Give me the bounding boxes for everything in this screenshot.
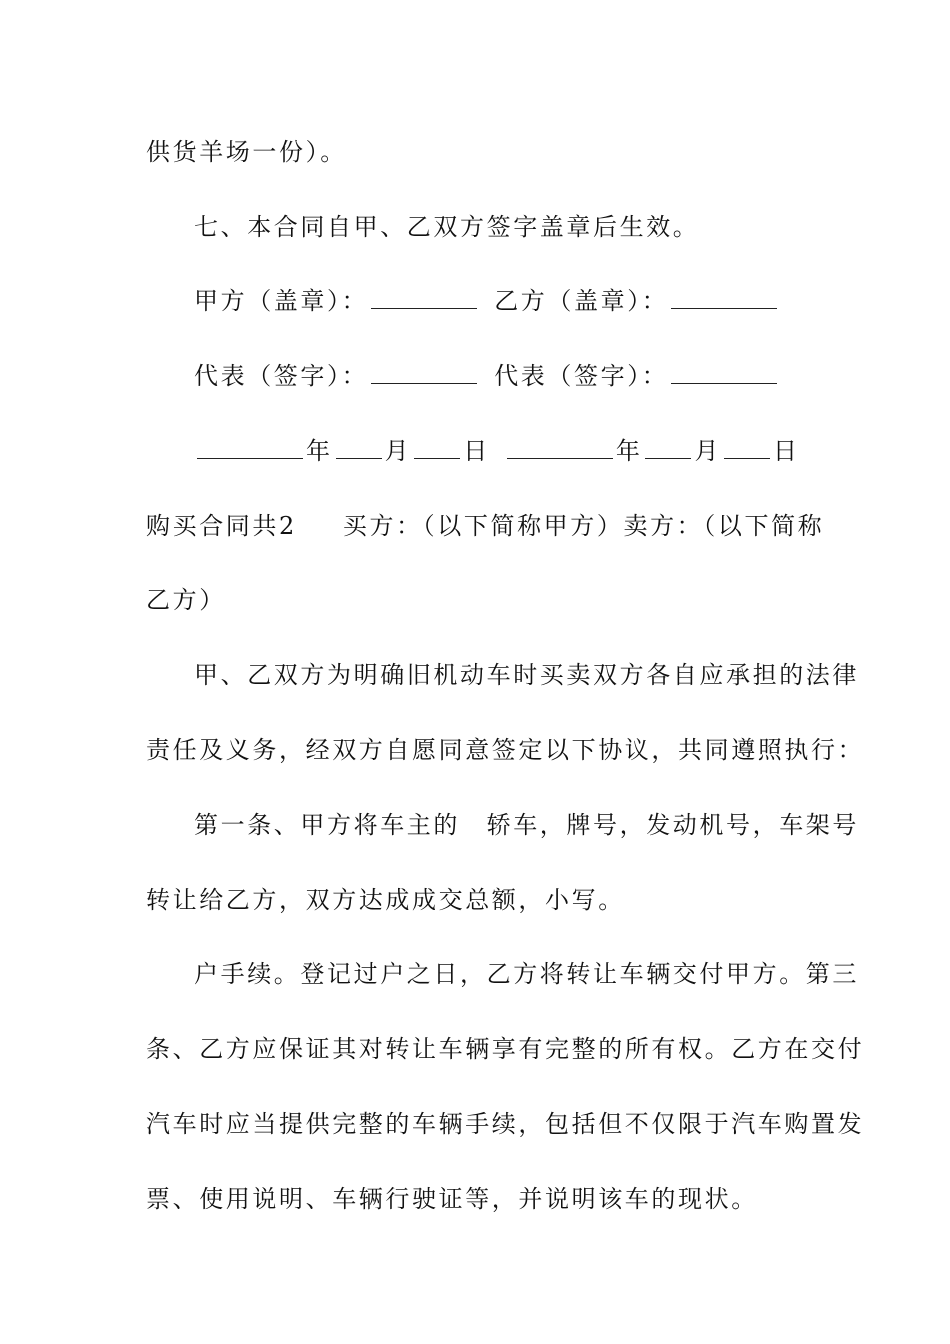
year-blank-b bbox=[507, 436, 613, 459]
day-label: 日 bbox=[773, 437, 800, 465]
paragraph-line: 户手续。登记过户之日，乙方将转让车辆交付甲方。第三 bbox=[194, 960, 859, 988]
party-a-seal-label: 甲方（盖章）： bbox=[194, 287, 369, 315]
rep-b-sign-label: 代表（签字）： bbox=[494, 362, 669, 390]
contract-heading: 购买合同共2 bbox=[146, 512, 297, 540]
month-label: 月 bbox=[384, 437, 412, 465]
year-blank-a bbox=[197, 436, 303, 459]
month-label: 月 bbox=[694, 437, 722, 465]
paragraph-line: 七、本合同自甲、乙双方签字盖章后生效。 bbox=[194, 213, 700, 241]
paragraph-line: 乙方） bbox=[146, 586, 226, 614]
day-blank-b bbox=[724, 436, 770, 459]
party-b-seal-label: 乙方（盖章）： bbox=[494, 287, 669, 315]
contract-heading-line bbox=[146, 510, 825, 542]
party-b-seal-blank bbox=[671, 286, 777, 309]
day-blank-a bbox=[414, 436, 460, 459]
paragraph-line: 责任及义务，经双方自愿同意签定以下协议，共同遵照执行： bbox=[146, 736, 865, 764]
signature-row-date bbox=[194, 435, 806, 467]
year-label: 年 bbox=[306, 437, 333, 465]
paragraph-line: 供货羊场一份）。 bbox=[146, 138, 347, 166]
rep-a-sign-label: 代表（签字）： bbox=[194, 362, 369, 390]
day-label: 日 bbox=[463, 437, 490, 465]
rep-a-sign-blank bbox=[371, 361, 477, 384]
rep-b-sign-blank bbox=[671, 361, 777, 384]
paragraph-line: 汽车时应当提供完整的车辆手续，包括但不仅限于汽车购置发 bbox=[146, 1110, 865, 1138]
paragraph-line: 票、使用说明、车辆行驶证等，并说明该车的现状。 bbox=[146, 1185, 758, 1213]
year-label: 年 bbox=[615, 437, 643, 465]
paragraph-line: 甲、乙双方为明确旧机动车时买卖双方各自应承担的法律 bbox=[194, 661, 859, 689]
buyer-seller-text: 买方：（以下简称甲方）卖方：（以下简称 bbox=[342, 512, 825, 540]
signature-row-seal bbox=[194, 285, 806, 317]
signature-row-sign bbox=[194, 360, 806, 392]
month-blank-a bbox=[336, 436, 382, 459]
party-a-seal-blank bbox=[371, 286, 477, 309]
paragraph-line: 第一条、甲方将车主的 轿车，牌号，发动机号，车架号 bbox=[194, 811, 859, 839]
paragraph-line: 转让给乙方，双方达成成交总额，小写。 bbox=[146, 886, 625, 914]
paragraph-line: 条、乙方应保证其对转让车辆享有完整的所有权。乙方在交付 bbox=[146, 1035, 865, 1063]
month-blank-b bbox=[645, 436, 691, 459]
